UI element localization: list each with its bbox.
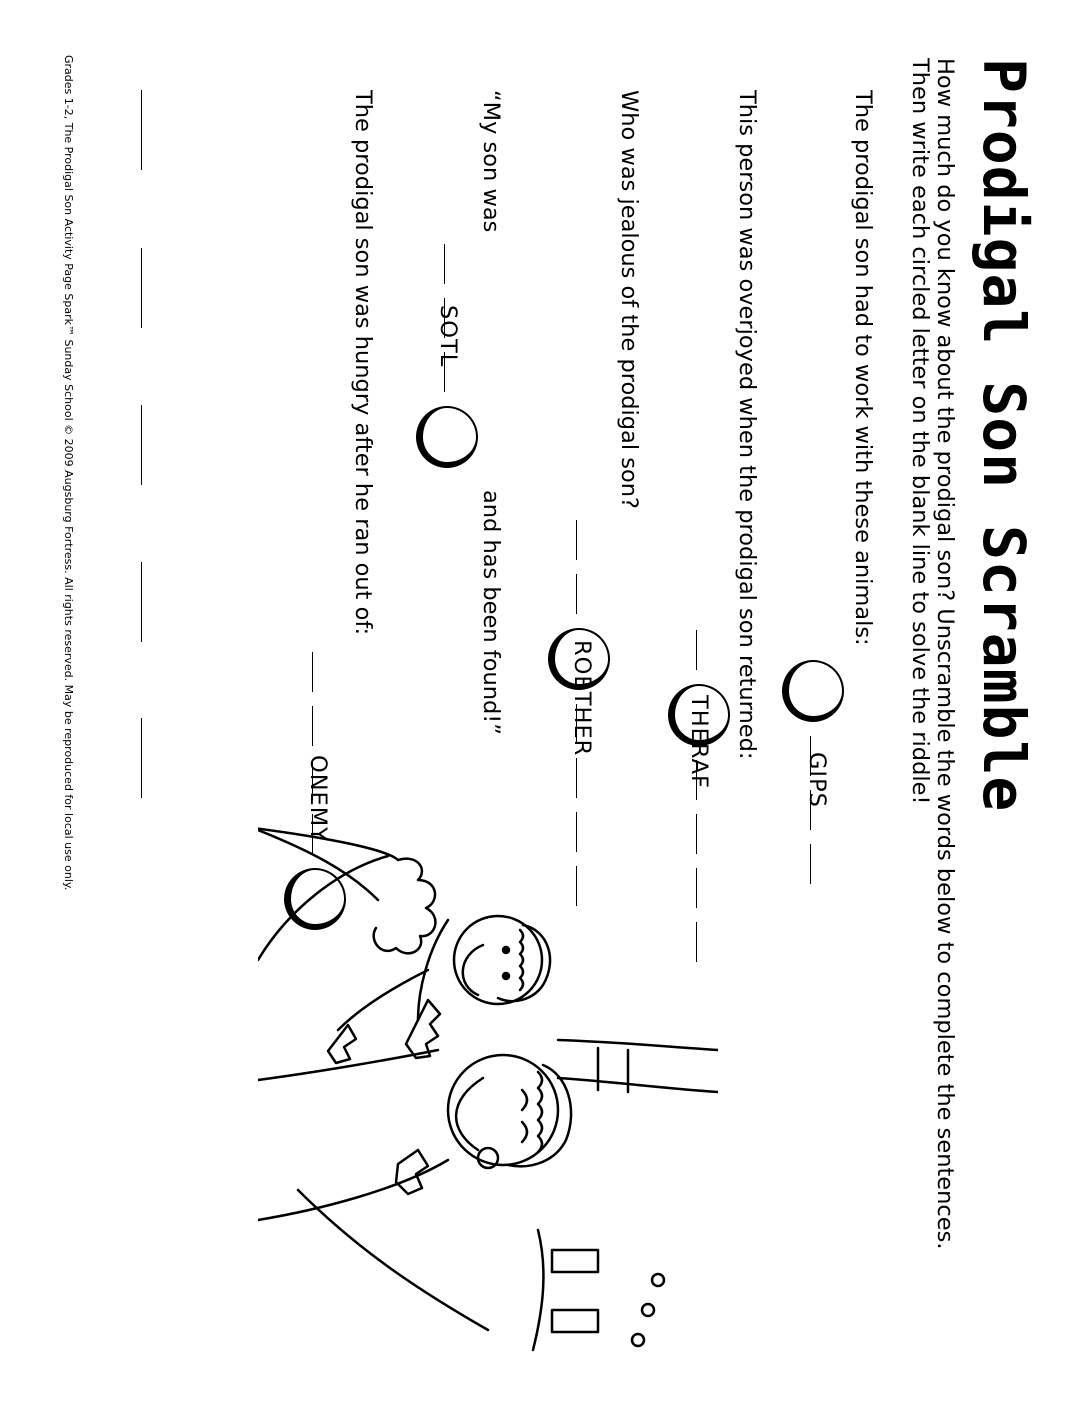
answer-blank[interactable]	[696, 630, 698, 670]
question-1-scrambled-word: GIPS	[804, 752, 830, 808]
tree-outline	[258, 810, 435, 953]
son-back	[258, 856, 388, 960]
riddle-blank[interactable]	[141, 562, 142, 642]
father-ear	[478, 1148, 498, 1168]
answer-blank[interactable]	[576, 520, 578, 560]
son-smile	[463, 945, 483, 995]
question-5-scrambled-word: ONEMY	[305, 755, 331, 842]
son-hand-2	[328, 1025, 356, 1063]
riddle-blank[interactable]	[141, 718, 142, 798]
son-head	[454, 916, 542, 1004]
son-hand	[406, 1000, 440, 1058]
answer-blank[interactable]	[444, 244, 446, 284]
footer-copyright: Grades 1-2, The Prodigal Son Activity Page Spark™ Sunday School © 2009 Augsburg Fortress. All rights reserved. May be reproduced for local use only.	[62, 55, 75, 891]
answer-blank[interactable]	[576, 758, 578, 798]
question-4-prompt-start: “My son was	[478, 90, 504, 233]
house-wall	[298, 1190, 488, 1330]
prodigal-son-illustration	[258, 810, 718, 1370]
house-window-1	[552, 1250, 598, 1272]
question-2-prompt: This person was overjoyed when the prodigal son returned:	[734, 90, 760, 760]
son-robe	[258, 830, 378, 900]
answer-blank[interactable]	[810, 844, 812, 884]
house-window-2	[552, 1310, 598, 1332]
question-2-scrambled-word: THERAF	[686, 695, 712, 789]
answer-blank[interactable]	[312, 652, 314, 692]
riddle-blank[interactable]	[141, 90, 142, 170]
instructions-line-2: Then write each circled letter on the blank line to solve the riddle!	[907, 58, 933, 805]
answer-blank[interactable]	[312, 706, 314, 746]
question-4-prompt-end: and has been found!”	[478, 490, 504, 735]
riddle-blank[interactable]	[141, 405, 142, 485]
question-1-prompt: The prodigal son had to work with these animals:	[850, 90, 876, 646]
riddle-blank[interactable]	[141, 248, 142, 328]
page-title: Prodigal Son Scramble	[970, 58, 1038, 813]
answer-circle[interactable]	[416, 406, 478, 468]
answer-blank[interactable]	[576, 574, 578, 614]
question-4-scrambled-word: SOTL	[435, 305, 461, 368]
answer-circle[interactable]	[782, 660, 844, 722]
question-3-prompt: Who was jealous of the prodigal son?	[616, 90, 642, 509]
question-5-prompt: The prodigal son was hungry after he ran out of:	[350, 90, 376, 636]
father-smile	[456, 1078, 483, 1150]
instructions-line-1: How much do you know about the prodigal son? Unscramble the words below to complete the sentences.	[932, 58, 958, 1250]
question-3-scrambled-word: ROBTHER	[569, 640, 595, 757]
